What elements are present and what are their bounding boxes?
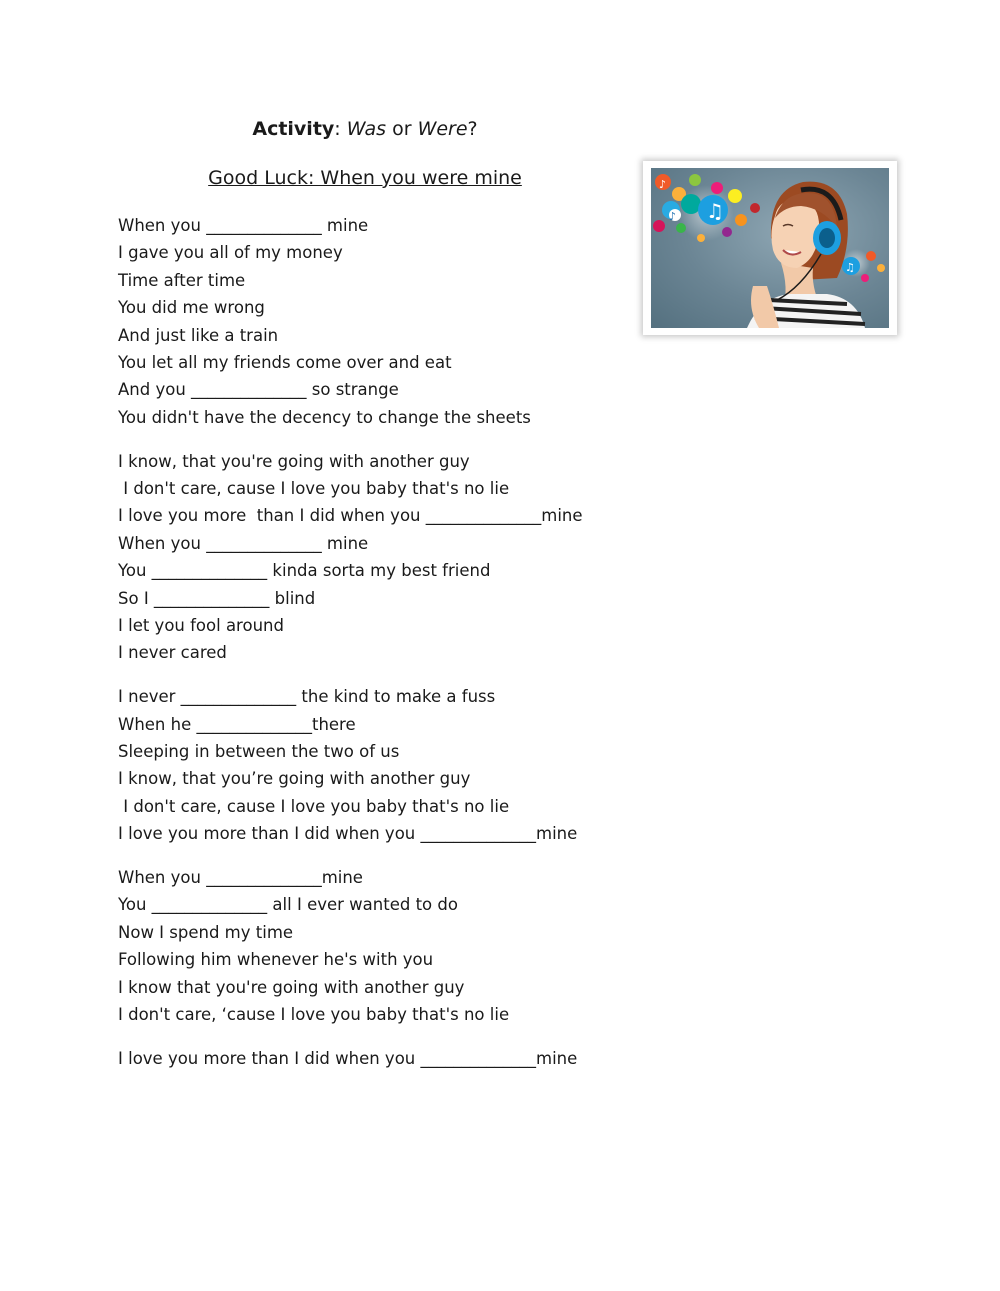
lyric-line: You didn't have the decency to change the sheets: [118, 407, 531, 427]
activity-title: [0, 118, 730, 140]
lyric-line: Now I spend my time: [118, 922, 294, 942]
title-colon: :: [334, 118, 347, 140]
activity-label: Activity: [252, 118, 335, 140]
lyric-line: You did me wrong: [118, 298, 265, 318]
lyric-line: When you ______________ mine: [118, 533, 369, 553]
lyric-line: Following him whenever he's with you: [118, 950, 434, 970]
lyrics: [118, 212, 638, 1089]
lyric-line: You ______________ kinda sorta my best friend: [118, 561, 491, 581]
lyric-line: You ______________ all I ever wanted to do: [118, 895, 458, 915]
stanza-1: [118, 212, 638, 431]
lyric-line: I know, that you're going with another guy: [118, 451, 470, 471]
lyric-line: I love you more than I did when you ______________mine: [118, 1048, 578, 1068]
lyric-line: I don't care, ‘cause I love you baby that's no lie: [118, 1005, 510, 1025]
svg-text:♪: ♪: [669, 210, 677, 223]
title-question-mark: ?: [467, 118, 478, 140]
stanza-2: [118, 448, 638, 667]
lyric-line: You let all my friends come over and eat: [118, 352, 452, 372]
photo-frame: [643, 161, 897, 335]
lyric-line: And you ______________ so strange: [118, 380, 399, 400]
lyric-line: When you ______________mine: [118, 868, 363, 888]
stanza-5: [118, 1045, 638, 1072]
lyric-line: I gave you all of my money: [118, 243, 343, 263]
lyric-line: Sleeping in between the two of us: [118, 742, 400, 762]
svg-text:♪: ♪: [659, 178, 667, 191]
title-were: Were: [417, 118, 468, 140]
lyric-line: Time after time: [118, 270, 246, 290]
lyric-line: I know, that you’re going with another guy: [118, 769, 471, 789]
title-was: Was: [346, 118, 387, 140]
lyric-line: I don't care, cause I love you baby that's no lie: [118, 479, 510, 499]
lyric-line: I love you more than I did when you ______________mine: [118, 824, 578, 844]
lyric-line: I don't care, cause I love you baby that's no lie: [118, 796, 510, 816]
title-or: or: [386, 118, 418, 140]
stanza-4: [118, 864, 638, 1028]
lyric-line: I know that you're going with another guy: [118, 977, 465, 997]
lyric-line: I let you fool around: [118, 615, 284, 635]
woman-with-headphones-music-notes-photo: [651, 168, 889, 328]
svg-text:♫: ♫: [706, 199, 724, 223]
lyric-line: When he ______________there: [118, 714, 356, 734]
stanza-3: [118, 683, 638, 847]
lyric-line: And just like a train: [118, 325, 279, 345]
svg-text:♫: ♫: [845, 261, 855, 274]
lyric-line: So I ______________ blind: [118, 588, 316, 608]
lyric-line: I love you more than I did when you ______________mine: [118, 506, 583, 526]
lyric-line: I never cared: [118, 643, 227, 663]
lyric-line: I never ______________ the kind to make a fuss: [118, 687, 496, 707]
song-title: Good Luck: When you were mine: [208, 167, 522, 189]
lyric-line: When you ______________ mine: [118, 216, 369, 235]
